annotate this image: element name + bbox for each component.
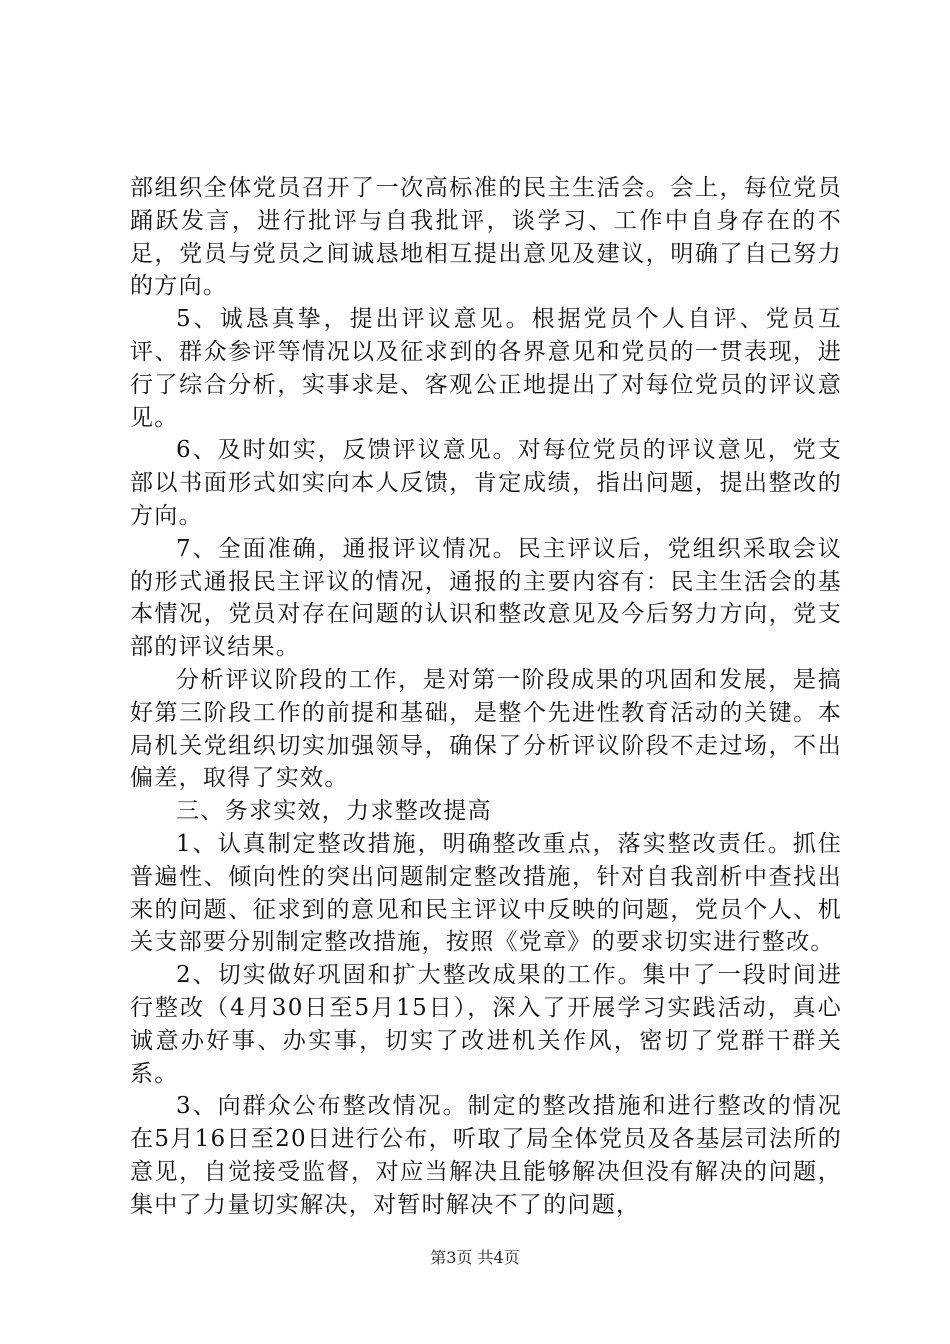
section-heading-3: 三、务求实效，力求整改提高: [176, 798, 492, 825]
paragraph-continuation: 部组织全体党员召开了一次高标准的民主生活会。会上，每位党员踊跃发言，进行批评与自我批评，谈学习、工作中自身存在的不足，党员与党员之间诚恳地相互提出意见及建议，明确了自己努力的方向。: [130, 175, 842, 300]
page-number-footer: 第3页 共4页: [430, 1248, 520, 1267]
paragraph-section3-item-2: 2、切实做好巩固和扩大整改成果的工作。集中了一段时间进行整改（4月30日至5月15日），深入了开展学习实践活动，真心诚意办好事、办实事，切实了改进机关作风，密切了党群干群关系。: [130, 962, 842, 1087]
paragraph-section3-item-3: 3、向群众公布整改情况。制定的整改措施和进行整改的情况在5月16日至20日进行公布，听取了局全体党员及各基层司法所的意见，自觉接受监督，对应当解决且能够解决但没有解决的问题，集中了力量切实解决，对暂时解决不了的问题，: [130, 1093, 842, 1218]
paragraph-section3-item-1: 1、认真制定整改措施，明确整改重点，落实整改责任。抓住普遍性、倾向性的突出问题制定整改措施，针对自我剖析中查找出来的问题、征求到的意见和民主评议中反映的问题，党员个人、机关支部要分别制定整改措施，按照《党章》的要求切实进行整改。: [130, 830, 842, 956]
paragraph-item-6: 6、及时如实，反馈评议意见。对每位党员的评议意见，党支部以书面形式如实向本人反馈，肯定成绩，指出问题，提出整改的方向。: [130, 437, 842, 529]
paragraph-item-5: 5、诚恳真挚，提出评议意见。根据党员个人自评、党员互评、群众参评等情况以及征求到的各界意见和党员的一贯表现，进行了综合分析，实事求是、客观公正地提出了对每位党员的评议意见。: [130, 306, 842, 431]
paragraph-summary: 分析评议阶段的工作，是对第一阶段成果的巩固和发展，是搞好第三阶段工作的前提和基础，是整个先进性教育活动的关键。本局机关党组织切实加强领导，确保了分析评议阶段不走过场，不出偏差，取得了实效。: [130, 666, 842, 792]
paragraph-item-7: 7、全面准确，通报评议情况。民主评议后，党组织采取会议的形式通报民主评议的情况，通报的主要内容有：民主生活会的基本情况，党员对存在问题的认识和整改意见及今后努力方向，党支部的评议结果。: [130, 535, 842, 661]
document-body: [130, 172, 842, 1222]
